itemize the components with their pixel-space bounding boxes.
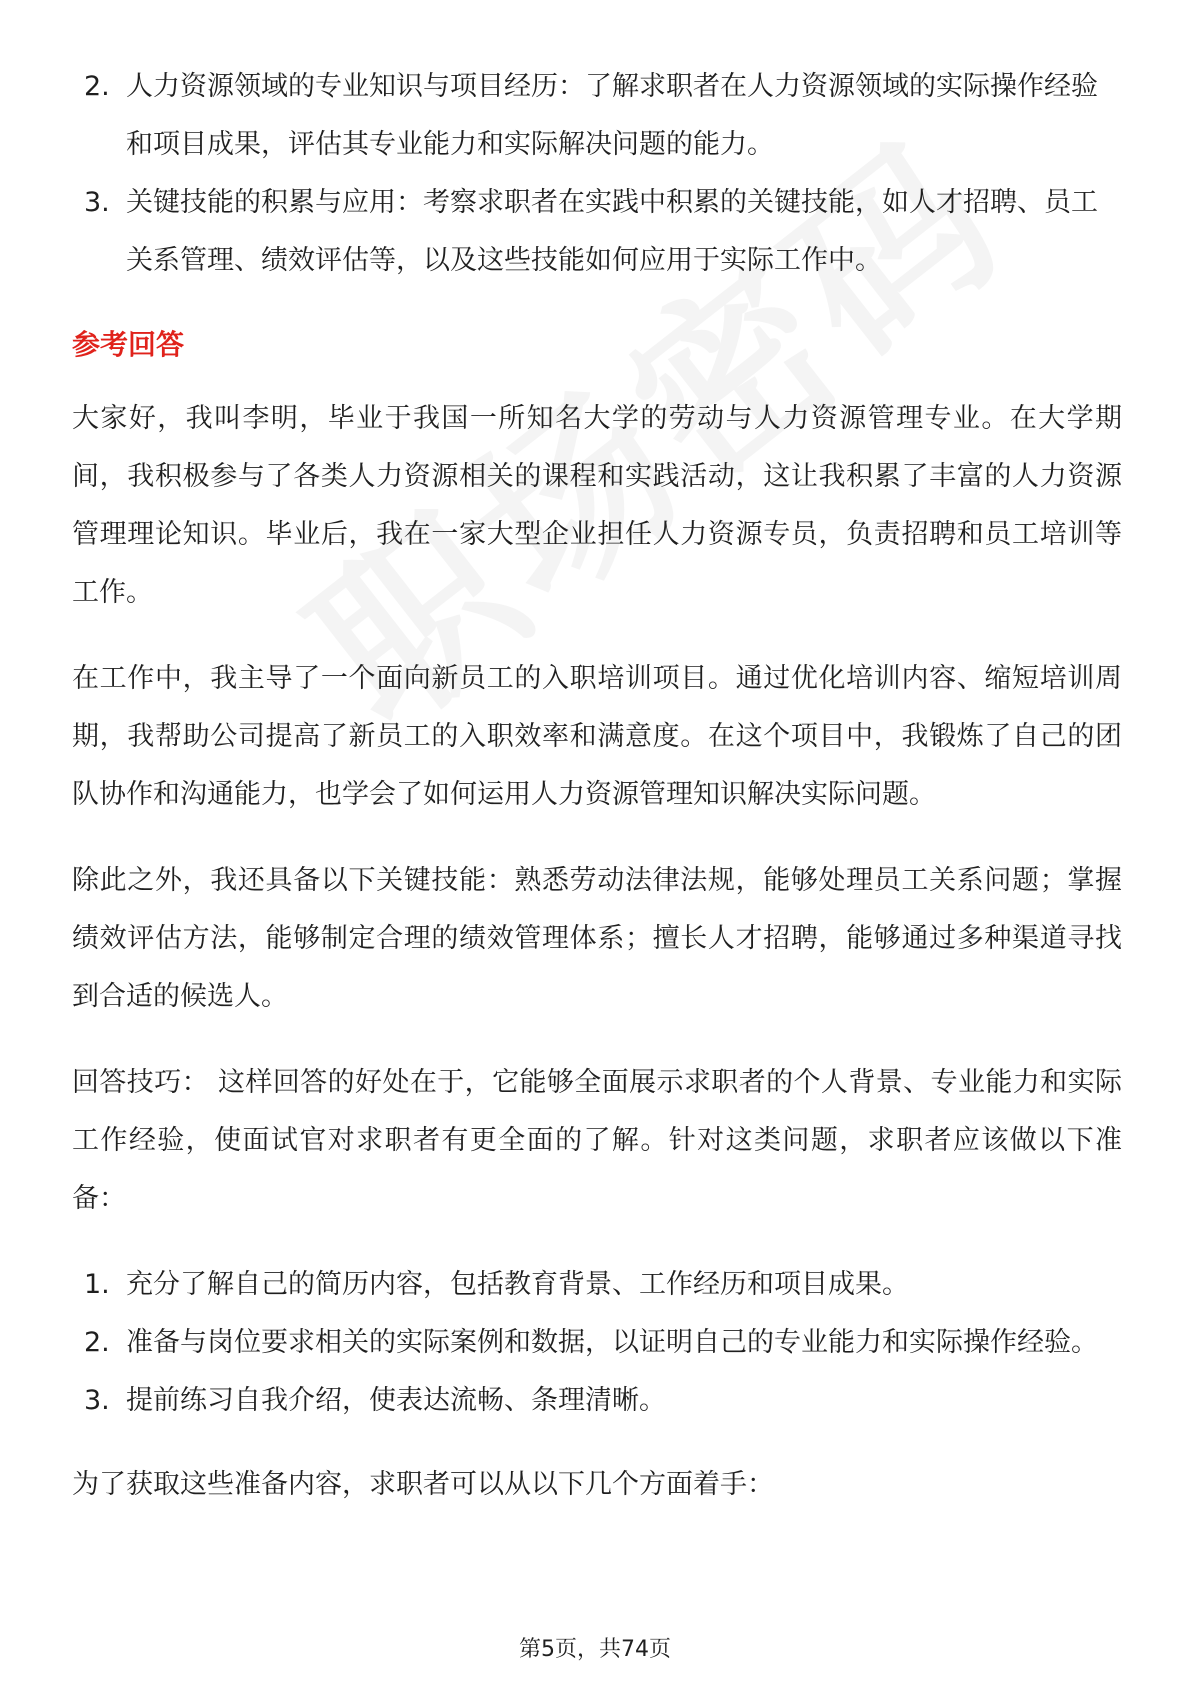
section-heading: 参考回答 [72, 328, 185, 361]
paragraph-closing: 为了获取这些准备内容，求职者可以从以下几个方面着手： [72, 1469, 774, 1500]
list-text: 提前练习自我介绍，使表达流畅、条理清晰。 [126, 1385, 666, 1416]
list-item [72, 58, 1122, 174]
list-text: 人力资源领域的专业知识与项目经历：了解求职者在人力资源领域的实际操作经验和项目成果，评估其专业能力和实际解决问题的能力。 [126, 71, 1098, 160]
paragraph-intro: 大家好，我叫李明，毕业于我国一所知名大学的劳动与人力资源管理专业。在大学期间，我积极参与了各类人力资源相关的课程和实践活动，这让我积累了丰富的人力资源管理理论知识。毕业后，我在一家大型企业担任人力资源专员，负责招聘和员工培训等工作。 [72, 403, 1122, 608]
list-item [72, 1372, 1122, 1430]
list-number: 2. [84, 1327, 110, 1358]
list-item [72, 1314, 1122, 1372]
paragraph-skills: 除此之外，我还具备以下关键技能：熟悉劳动法律法规，能够处理员工关系问题；掌握绩效评估方法，能够制定合理的绩效管理体系；擅长人才招聘，能够通过多种渠道寻找到合适的候选人。 [72, 865, 1122, 1012]
list-number: 2. [84, 71, 110, 102]
paragraph-tips: 回答技巧： 这样回答的好处在于，它能够全面展示求职者的个人背景、专业能力和实际工作经验，使面试官对求职者有更全面的了解。针对这类问题，求职者应该做以下准备： [72, 1067, 1122, 1214]
top-numbered-list [72, 58, 1122, 290]
page-content [72, 58, 1122, 1542]
page-footer: 第5页，共74页 [519, 1637, 671, 1662]
list-number: 3. [84, 1385, 110, 1416]
paragraph-project: 在工作中，我主导了一个面向新员工的入职培训项目。通过优化培训内容、缩短培训周期，我帮助公司提高了新员工的入职效率和满意度。在这个项目中，我锻炼了自己的团队协作和沟通能力，也学会了如何运用人力资源管理知识解决实际问题。 [72, 663, 1122, 810]
prep-numbered-list [72, 1256, 1122, 1430]
list-item [72, 1256, 1122, 1314]
list-number: 1. [84, 1269, 110, 1300]
list-text: 关键技能的积累与应用：考察求职者在实践中积累的关键技能，如人才招聘、员工关系管理、绩效评估等，以及这些技能如何应用于实际工作中。 [126, 187, 1098, 276]
list-number: 3. [84, 187, 110, 218]
list-text: 准备与岗位要求相关的实际案例和数据，以证明自己的专业能力和实际操作经验。 [126, 1327, 1098, 1358]
list-item [72, 174, 1122, 290]
list-text: 充分了解自己的简历内容，包括教育背景、工作经历和项目成果。 [126, 1269, 909, 1300]
